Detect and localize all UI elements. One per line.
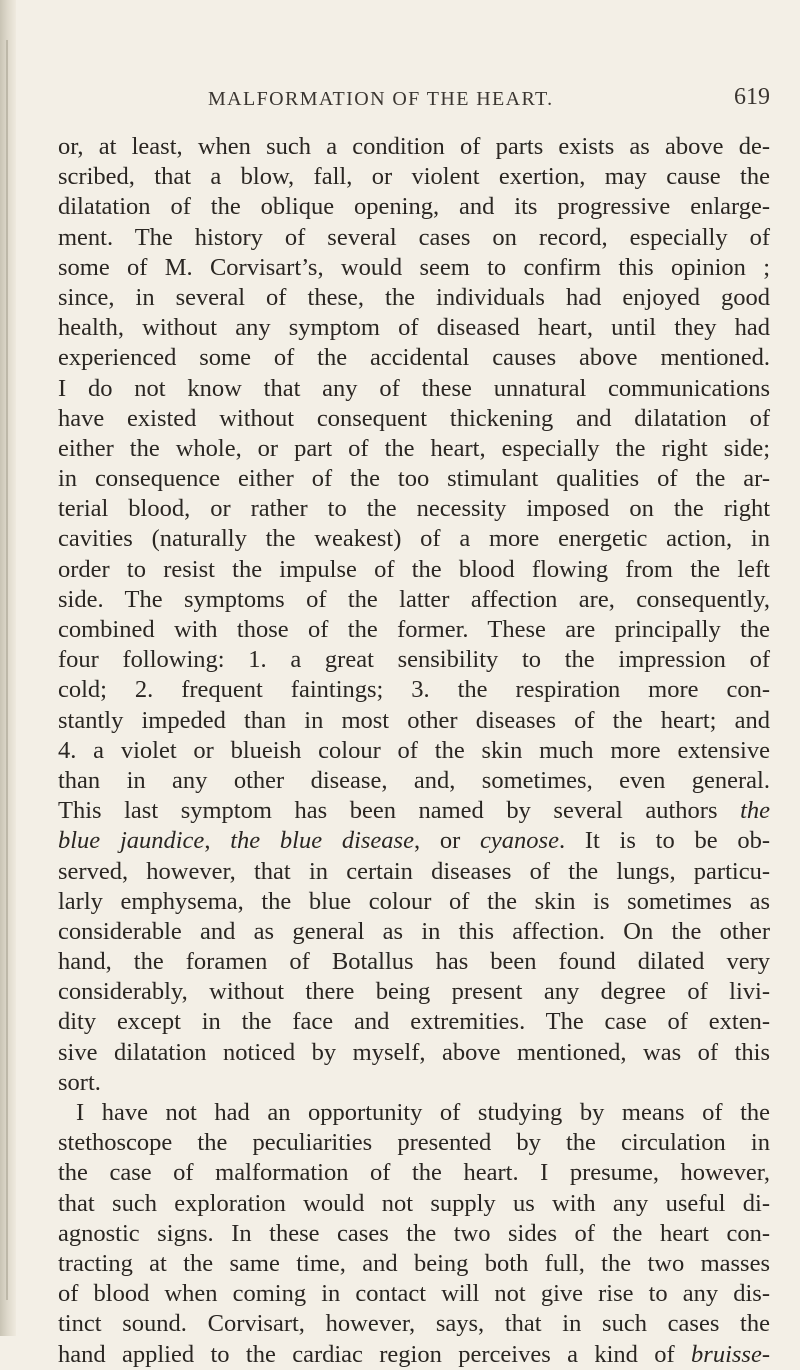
text-line: that such exploration would not supply us with any useful di- (58, 1189, 770, 1217)
page-gutter-shadow (0, 0, 16, 1336)
italic-term: the (740, 797, 770, 825)
text-segment: . It is to be ob- (558, 827, 771, 855)
text-line: the case of malformation of the heart. I presume, however, (58, 1159, 770, 1187)
text-line: since, in several of these, the individuals had enjoyed good (58, 283, 770, 311)
paragraph-start-line: I have not had an opportunity of studying by means of the (76, 1099, 770, 1126)
running-head: MALFORMATION OF THE HEART. (208, 88, 554, 110)
text-line: sive dilatation noticed by myself, above mentioned, was of this (58, 1038, 770, 1066)
text-line: health, without any symptom of diseased heart, until they had (58, 314, 770, 342)
italic-term: the blue disease (230, 827, 414, 855)
text-segment: , (204, 827, 231, 855)
text-line: tracting at the same time, and being both full, the two masses (58, 1249, 770, 1277)
text-line: agnostic signs. In these cases the two sides of the heart con- (58, 1219, 770, 1247)
text-line: either the whole, or part of the heart, especially the right side; (58, 434, 770, 462)
body-text (58, 132, 770, 1370)
text-line: I do not know that any of these unnatural communications (58, 374, 770, 402)
binding-edge (6, 40, 8, 1300)
italic-term: blue jaundice (58, 827, 205, 855)
text-line: in consequence either of the too stimulant qualities of the ar- (58, 465, 770, 493)
text-line: experienced some of the accidental causes above mentioned. (58, 344, 770, 372)
text-segment: , or (413, 827, 481, 855)
text-line: considerably, without there being present any degree of livi- (58, 978, 770, 1006)
text-line: tinct sound. Corvisart, however, says, that in such cases the (58, 1310, 770, 1338)
text-line: larly emphysema, the blue colour of the skin is sometimes as (58, 887, 770, 915)
text-line: dilatation of the oblique opening, and its progressive enlarge- (58, 193, 770, 221)
text-line: than in any other disease, and, sometimes, even general. (58, 766, 770, 794)
text-line-with-italic (58, 1340, 770, 1370)
text-line: considerable and as general as in this affection. On the other (58, 917, 770, 945)
page-header (0, 82, 800, 116)
text-line: scribed, that a blow, fall, or violent exertion, may cause the (58, 163, 770, 191)
text-line-with-italic (58, 796, 770, 826)
text-line: side. The symptoms of the latter affection are, consequently, (58, 585, 770, 613)
text-line: four following: 1. a great sensibility to the impression of (58, 646, 770, 674)
text-segment: hand applied to the cardiac region perceives a kind of (58, 1340, 692, 1368)
text-line-with-italic (58, 826, 770, 856)
text-line: of blood when coming in contact will not give rise to any dis- (58, 1280, 770, 1308)
italic-term: bruisse- (691, 1340, 770, 1368)
text-line: combined with those of the former. These are principally the (58, 616, 770, 643)
text-line: hand, the foramen of Botallus has been found dilated very (58, 948, 770, 976)
text-line: served, however, that in certain diseases of the lungs, particu- (58, 857, 770, 885)
text-line: stethoscope the peculiarities presented by the circulation in (58, 1129, 770, 1157)
text-line: sort. (58, 1068, 101, 1096)
text-line: some of M. Corvisart’s, would seem to confirm this opinion ; (58, 253, 770, 281)
text-line: cavities (naturally the weakest) of a more energetic action, in (58, 525, 770, 553)
text-line: 4. a violet or blueish colour of the skin much more extensive (58, 736, 770, 764)
text-line: or, at least, when such a condition of parts exists as above de- (58, 133, 770, 160)
text-line: dity except in the face and extremities. The case of exten- (58, 1008, 770, 1036)
text-line: stantly impeded than in most other diseases of the heart; and (58, 706, 770, 734)
text-line: have existed without consequent thickening and dilatation of (58, 404, 770, 432)
page-number: 619 (734, 84, 770, 110)
text-segment: This last symptom has been named by several authors (58, 797, 741, 825)
text-line: cold; 2. frequent faintings; 3. the respiration more con- (58, 676, 770, 704)
text-line: order to resist the impulse of the blood flowing from the left (58, 555, 770, 583)
italic-term: cyanose (480, 827, 559, 855)
text-line: ment. The history of several cases on record, especially of (58, 223, 770, 251)
text-line: terial blood, or rather to the necessity imposed on the right (58, 495, 770, 523)
